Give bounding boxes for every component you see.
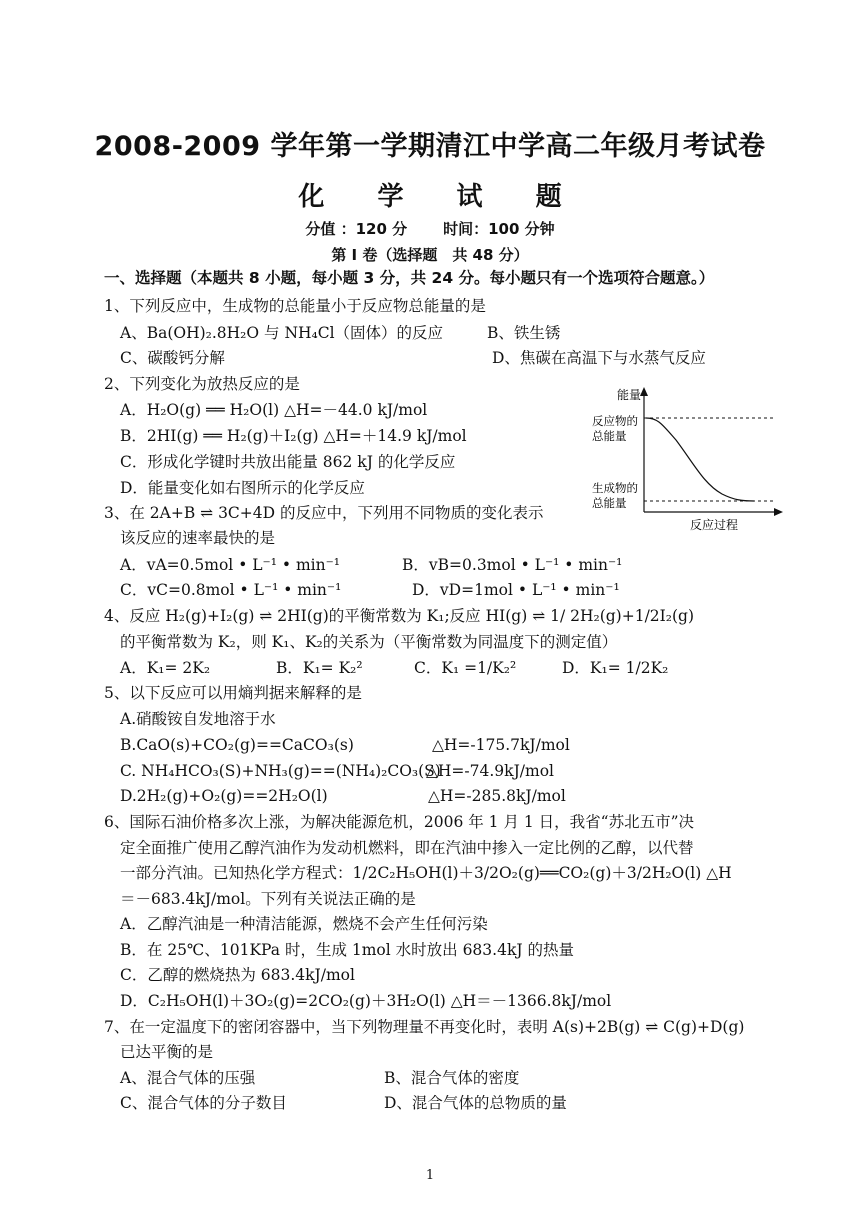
question-3-option-b: B．vB=0.3mol • L⁻¹ • min⁻¹ bbox=[402, 556, 623, 574]
question-4-option-c: C．K₁ =1/K₂² bbox=[414, 659, 517, 677]
question-1-option-d: D、焦碳在高温下与水蒸气反应 bbox=[492, 349, 706, 367]
question-4-option-b: B．K₁= K₂² bbox=[276, 659, 363, 677]
question-3-option-c: C．vC=0.8mol • L⁻¹ • min⁻¹ bbox=[120, 581, 342, 599]
product-label-line2: 总能量 bbox=[592, 496, 627, 510]
exam-title: 2008-2009 学年第一学期清江中学高二年级月考试卷 bbox=[94, 131, 766, 162]
question-1-stem: 1、下列反应中，生成物的总能量小于反应物总能量的是 bbox=[104, 297, 486, 315]
question-6-option-c: C．乙醇的燃烧热为 683.4kJ/mol bbox=[120, 966, 355, 984]
question-1-option-b: B、铁生锈 bbox=[487, 324, 561, 342]
question-3-option-a: A．vA=0.5mol • L⁻¹ • min⁻¹ bbox=[120, 556, 340, 574]
reactant-label-line1: 反应物的 bbox=[592, 414, 638, 428]
question-5-option-d-enthalpy: △H=-285.8kJ/mol bbox=[428, 787, 566, 805]
question-4-stem-cont: 的平衡常数为 K₂，则 K₁、K₂的关系为（平衡常数为同温度下的测定值） bbox=[120, 633, 618, 651]
question-5-stem: 5、以下反应可以用熵判据来解释的是 bbox=[104, 684, 362, 702]
diagram-x-label: 反应过程 bbox=[690, 518, 739, 532]
question-6-option-d: D．C₂H₅OH(l)＋3O₂(g)=2CO₂(g)＋3H₂O(l) △H＝－1366.8kJ/mol bbox=[120, 992, 612, 1010]
question-1-option-a: A、Ba(OH)₂.8H₂O 与 NH₄Cl（固体）的反应 bbox=[120, 324, 444, 342]
product-label-line1: 生成物的 bbox=[592, 481, 638, 495]
section-heading: 第 I 卷（选择题 共 48 分） bbox=[331, 246, 529, 264]
question-7-option-a: A、混合气体的压强 bbox=[120, 1069, 256, 1087]
question-5-option-d: D.2H₂(g)+O₂(g)==2H₂O(l) bbox=[120, 787, 328, 805]
question-2-option-b: B．2HI(g) ══ H₂(g)＋I₂(g) △H=＋14.9 kJ/mol bbox=[120, 427, 467, 445]
score-text: 分值 ：120 分 bbox=[305, 220, 408, 238]
energy-diagram bbox=[584, 384, 794, 532]
page-number: 1 bbox=[425, 1168, 435, 1183]
diagram-x-arrow bbox=[774, 508, 783, 516]
question-5-option-b-enthalpy: △H=-175.7kJ/mol bbox=[432, 736, 570, 754]
question-3-stem-cont: 该反应的速率最快的是 bbox=[120, 529, 276, 547]
question-1-option-c: C、碳酸钙分解 bbox=[120, 349, 225, 367]
question-5-option-c-enthalpy: △H=-74.9kJ/mol bbox=[426, 762, 554, 780]
question-6-option-b: B．在 25℃、101KPa 时，生成 1mol 水时放出 683.4kJ 的热量 bbox=[120, 941, 574, 959]
question-6-stem-cont-2: 一部分汽油。已知热化学方程式：1/2C₂H₅OH(l)＋3/2O₂(g)══CO₂(g)＋3/2H₂O(l) △H bbox=[120, 864, 732, 882]
question-3-option-d: D．vD=1mol • L⁻¹ • min⁻¹ bbox=[412, 581, 620, 599]
part-heading: 一、选择题（本题共 8 小题，每小题 3 分，共 24 分。每小题只有一个选项符合题意。） bbox=[104, 269, 715, 287]
reactant-label-line2: 总能量 bbox=[592, 429, 627, 443]
question-6-stem: 6、国际石油价格多次上涨，为解决能源危机，2006 年 1 月 1 日，我省“苏北五市”决 bbox=[104, 813, 695, 831]
question-7-option-d: D、混合气体的总物质的量 bbox=[384, 1094, 567, 1112]
question-5-option-c: C. NH₄HCO₃(S)+NH₃(g)==(NH₄)₂CO₃(S) bbox=[120, 762, 441, 780]
question-2-option-c: C．形成化学键时共放出能量 862 kJ 的化学反应 bbox=[120, 453, 456, 471]
question-6-stem-cont-3: ＝－683.4kJ/mol。下列有关说法正确的是 bbox=[120, 890, 416, 908]
question-7-option-b: B、混合气体的密度 bbox=[384, 1069, 520, 1087]
question-4-stem: 4、反应 H₂(g)+I₂(g) ⇌ 2HI(g)的平衡常数为 K₁;反应 HI(g) ⇌ 1/ 2H₂(g)+1/2I₂(g) bbox=[104, 607, 695, 625]
score-time-line bbox=[0, 218, 860, 239]
question-4-option-a: A．K₁= 2K₂ bbox=[120, 659, 211, 677]
question-5-option-a: A.硝酸铵自发地溶于水 bbox=[120, 710, 276, 728]
question-3-stem: 3、在 2A+B ⇌ 3C+4D 的反应中，下列用不同物质的变化表示 bbox=[104, 504, 544, 522]
question-2-option-d: D．能量变化如右图所示的化学反应 bbox=[120, 479, 365, 497]
question-4-option-d: D．K₁= 1/2K₂ bbox=[562, 659, 669, 677]
question-7-option-c: C、混合气体的分子数目 bbox=[120, 1094, 287, 1112]
question-6-stem-cont-1: 定全面推广使用乙醇汽油作为发动机燃料，即在汽油中掺入一定比例的乙醇，以代替 bbox=[120, 839, 694, 857]
question-2-option-a: A．H₂O(g) ══ H₂O(l) △H=－44.0 kJ/mol bbox=[120, 401, 428, 419]
time-text: 时间：100 分钟 bbox=[443, 220, 555, 238]
question-2-stem: 2、下列变化为放热反应的是 bbox=[104, 375, 300, 393]
diagram-y-arrow bbox=[640, 387, 648, 396]
diagram-y-label: 能量 bbox=[617, 388, 642, 402]
question-6-option-a: A．乙醇汽油是一种清洁能源，燃烧不会产生任何污染 bbox=[120, 915, 488, 933]
subject-title: 化 学 试 题 bbox=[298, 182, 584, 212]
question-7-stem: 7、在一定温度下的密闭容器中，当下列物理量不再变化时，表明 A(s)+2B(g) ⇌ C(g)+D(g) bbox=[104, 1018, 745, 1036]
question-5-option-b: B.CaO(s)+CO₂(g)==CaCO₃(s) bbox=[120, 736, 354, 754]
energy-curve bbox=[646, 418, 754, 501]
question-7-stem-cont: 已达平衡的是 bbox=[120, 1043, 214, 1061]
